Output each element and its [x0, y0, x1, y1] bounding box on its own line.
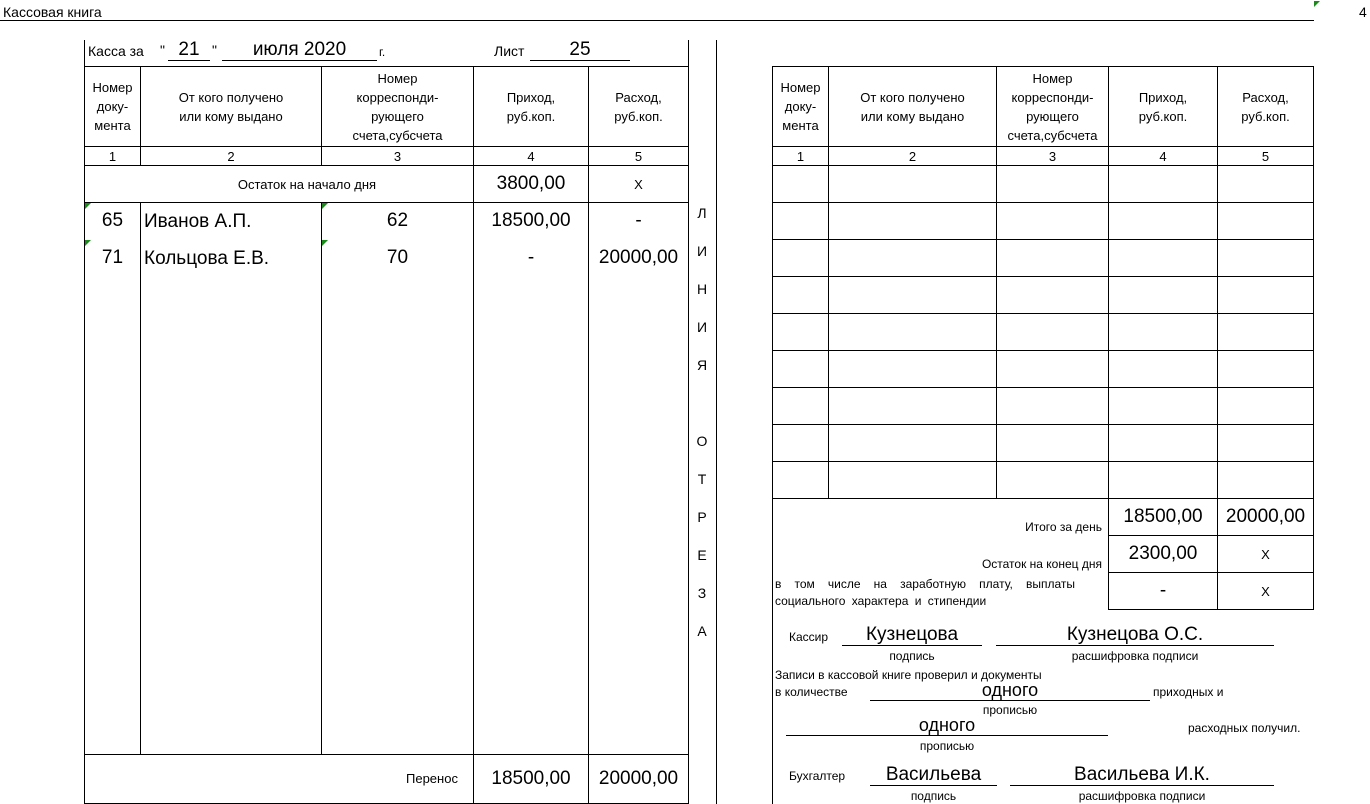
in-suffix: приходных и [1153, 685, 1224, 699]
total-label: Итого за день [1025, 520, 1102, 534]
col-number: 5 [1261, 148, 1270, 164]
col-number: 3 [393, 148, 402, 164]
cut-letter: Е [697, 547, 707, 563]
r-row-line [772, 313, 1314, 314]
cut-letter: А [697, 623, 707, 639]
row-who[interactable]: Иванов А.П. [144, 211, 252, 232]
accountant-name-underline [1010, 785, 1274, 786]
right-border [688, 40, 689, 804]
row-account[interactable]: 70 [386, 247, 409, 268]
right-left-border [772, 66, 773, 804]
col-header-doc: Номер доку-мента [92, 80, 133, 133]
row-doc-number[interactable]: 71 [101, 247, 124, 268]
r-col-header-doc: Номер доку-мента [780, 80, 821, 133]
month-underline [222, 60, 377, 61]
col-sep-1b [140, 202, 141, 755]
opening-income[interactable]: 3800,00 [496, 173, 566, 194]
salary-value[interactable]: - [1159, 580, 1167, 601]
check-line-2: в количестве [775, 685, 848, 699]
carry-label: Перенос [406, 771, 458, 786]
cashier-label: Кассир [789, 630, 829, 644]
accountant-sign-underline [870, 785, 997, 786]
day-underline [168, 60, 210, 61]
sheet-number[interactable]: 25 [569, 39, 591, 60]
year-suffix: г. [379, 45, 386, 59]
carry-income[interactable]: 18500,00 [491, 768, 571, 789]
row-doc-number[interactable]: 65 [101, 210, 124, 231]
check-line-1: Записи в кассовой книге проверил и документы [775, 668, 1042, 682]
cut-letter: Я [696, 357, 708, 373]
cut-letter: Р [697, 509, 707, 525]
words-caption: прописью [919, 739, 975, 753]
total-income[interactable]: 18500,00 [1123, 506, 1203, 527]
col-number: 1 [108, 148, 117, 164]
col-header-expense: Расход, руб.коп. [614, 89, 663, 124]
col-number: 4 [1159, 148, 1167, 164]
col-header-account: Номер корреспонди-рующего счета,субсчета [352, 70, 443, 143]
header-rule [0, 20, 1314, 21]
r-row-line [772, 461, 1314, 462]
col-number: 1 [796, 148, 805, 164]
accountant-signature[interactable]: Васильева [885, 764, 982, 785]
col-number: 5 [634, 148, 643, 164]
quote-close: " [212, 42, 217, 58]
row-income[interactable]: 18500,00 [491, 210, 571, 231]
r-row-line [772, 276, 1314, 277]
row-expense[interactable]: 20000,00 [598, 247, 679, 268]
cut-letter: Н [696, 281, 708, 297]
r-col-header-who: От кого получено или кому выдано [860, 89, 965, 124]
col-sep-2b [321, 202, 322, 755]
cut-letter: Л [697, 205, 707, 221]
sheet-underline [530, 60, 630, 61]
sign-caption: подпись [889, 649, 935, 663]
count-in-underline [870, 700, 1150, 701]
row-account[interactable]: 62 [386, 210, 409, 231]
col-number: 3 [1048, 148, 1057, 164]
carry-expense[interactable]: 20000,00 [598, 768, 679, 789]
cut-letter: О [696, 433, 708, 449]
opening-label: Остаток на начало дня [237, 176, 377, 192]
r-row-line [772, 239, 1314, 240]
col-header-income: Приход, руб.коп. [506, 89, 556, 124]
col-number: 2 [227, 148, 235, 164]
salary-label: в том числе на заработную плату, выплаты социального характера и стипендии [775, 577, 1075, 608]
row-income[interactable]: - [527, 247, 535, 268]
cut-letter: И [696, 319, 708, 335]
count-in[interactable]: одного [981, 680, 1039, 700]
r-colnum-bottom [772, 165, 1314, 166]
r-row-line [772, 202, 1314, 203]
corner-marker [1314, 1, 1320, 7]
accountant-label: Бухгалтер [789, 769, 846, 783]
words-caption: прописью [982, 703, 1038, 717]
cashier-signature[interactable]: Кузнецова [865, 624, 959, 645]
cut-letter: З [697, 585, 707, 601]
cut-letter: Т [697, 471, 707, 487]
r-row-line [772, 387, 1314, 388]
sheet-label: Лист [494, 43, 525, 59]
r-col-header-income: Приход, руб.коп. [1138, 89, 1188, 124]
out-suffix: расходных получил. [1188, 721, 1301, 735]
cashier-name-underline [996, 645, 1274, 646]
total-expense[interactable]: 20000,00 [1225, 506, 1306, 527]
r-salary-line [1108, 609, 1314, 610]
closing-income[interactable]: 2300,00 [1128, 543, 1198, 564]
col-number: 4 [527, 148, 535, 164]
cut-letter: И [696, 243, 708, 259]
sign-caption: подпись [910, 789, 957, 803]
r-row-line [772, 350, 1314, 351]
cut-line [716, 40, 717, 804]
page-number: 4 [1359, 4, 1367, 20]
r-col-header-account: Номер корреспонди-рующего счета,субсчета [1007, 70, 1098, 143]
quote-open: " [160, 42, 165, 58]
right-right-border [1313, 66, 1314, 610]
date-day[interactable]: 21 [178, 39, 200, 60]
row-who[interactable]: Кольцова Е.В. [144, 248, 270, 269]
decode-caption: расшифровка подписи [1071, 649, 1199, 663]
opening-x: X [634, 176, 643, 192]
accountant-full-name[interactable]: Васильева И.К. [1074, 764, 1210, 785]
count-out[interactable]: одного [918, 715, 976, 735]
cashier-full-name[interactable]: Кузнецова О.С. [1066, 624, 1204, 645]
cashier-sign-underline [842, 645, 982, 646]
count-out-underline [786, 735, 1108, 736]
col-number: 2 [908, 148, 917, 164]
kassa-label: Касса за [88, 43, 144, 59]
decode-caption: расшифровка подписи [1078, 789, 1206, 803]
col-header-who: От кого получено или кому выдано [178, 89, 284, 124]
r-col-header-expense: Расход, руб.коп. [1241, 89, 1290, 124]
document-title: Кассовая книга [3, 4, 102, 20]
row-expense[interactable]: - [635, 210, 642, 231]
date-month-year[interactable]: июля 2020 [252, 39, 347, 60]
r-row-line [772, 424, 1314, 425]
closing-label: Остаток на конец дня [981, 557, 1102, 571]
salary-x: X [1261, 583, 1270, 599]
closing-x: X [1261, 546, 1270, 562]
